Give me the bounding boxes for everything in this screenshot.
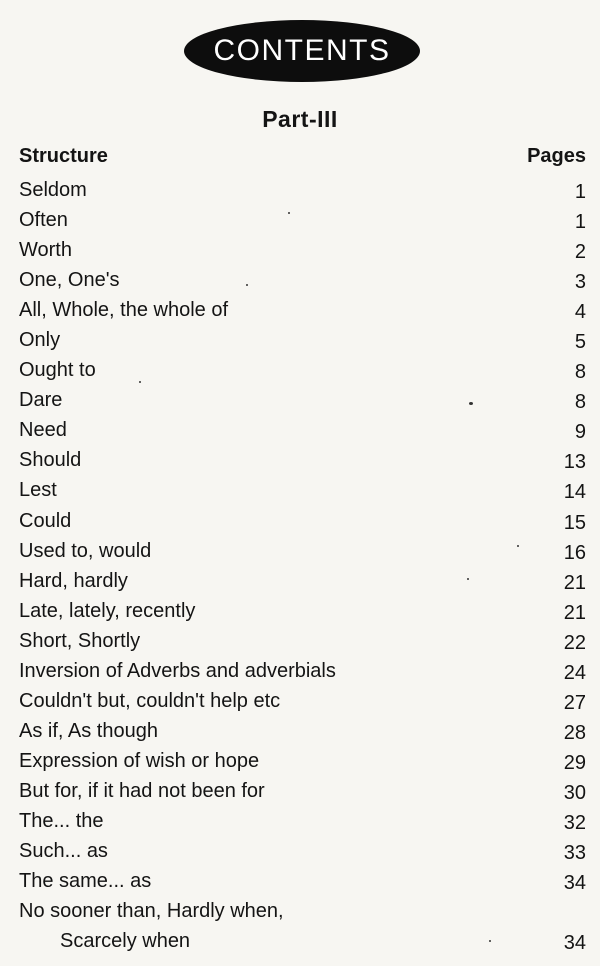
toc-entry-page: 34 [563, 932, 586, 955]
toc-entry-title: But for, if it had not been for [19, 779, 265, 802]
toc-entry-title-line2: Scarcely when [60, 930, 191, 953]
structure-column-header: Structure [19, 145, 108, 167]
toc-entry [19, 475, 586, 505]
toc-entry-page: 1 [574, 211, 586, 234]
toc-entry-page: 15 [563, 511, 586, 534]
toc-entry-title: Used to, would [19, 539, 152, 562]
toc-entry-title: One, One's [19, 269, 120, 292]
toc-entry-title: Could [19, 509, 72, 532]
toc-entry-page: 1 [574, 181, 586, 203]
print-speck [467, 578, 469, 580]
toc-entry-title: Seldom [19, 179, 87, 201]
toc-entry-page: 27 [563, 691, 586, 714]
toc-entry [19, 205, 586, 235]
toc-entry-title: Need [19, 419, 67, 442]
toc-entry-page: 22 [563, 631, 586, 654]
toc-entry [19, 415, 586, 445]
toc-entry [19, 626, 586, 656]
toc-entry-title: All, Whole, the whole of [19, 299, 228, 322]
toc-entry-page: 16 [563, 541, 586, 564]
toc-entry-page: 4 [574, 301, 586, 324]
toc-entry-title: Such... as [19, 840, 108, 863]
print-speck [139, 381, 141, 383]
toc-entry [19, 175, 586, 205]
toc-entry-page: 13 [563, 451, 586, 474]
toc-entry-title: Short, Shortly [19, 629, 141, 652]
contents-banner [184, 20, 420, 82]
toc-entry [19, 716, 586, 746]
print-speck [517, 545, 519, 547]
toc-entry-page: 29 [563, 751, 586, 774]
toc-entry-multiline [19, 896, 586, 956]
toc-entry-title: Expression of wish or hope [19, 749, 260, 772]
toc-entry-title: Dare [19, 389, 63, 412]
toc-entry [19, 866, 586, 896]
toc-entry-page: 2 [574, 241, 586, 264]
toc-entry [19, 566, 586, 596]
toc-entry-title: Worth [19, 239, 72, 262]
part-title: Part-III [262, 106, 338, 132]
toc-entry [19, 806, 586, 836]
toc-entry [19, 746, 586, 776]
toc-entry-title: As if, As though [19, 719, 158, 742]
toc-entry [19, 836, 586, 866]
toc-entry-page: 28 [563, 721, 586, 744]
toc-entry-page: 8 [574, 361, 586, 384]
toc-entry-title: Late, lately, recently [19, 599, 196, 622]
toc-entry-page: 9 [574, 421, 586, 444]
toc-entry [19, 235, 586, 265]
toc-list [19, 175, 586, 956]
toc-entry [19, 385, 586, 415]
toc-entry-page: 30 [563, 781, 586, 804]
print-speck [469, 402, 473, 405]
toc-entry [19, 506, 586, 536]
toc-entry-page: 24 [563, 661, 586, 684]
toc-entry-page: 34 [563, 872, 586, 895]
toc-entry-title: Should [19, 449, 82, 472]
toc-entry [19, 656, 586, 686]
toc-entry [19, 596, 586, 626]
toc-entry-title: Inversion of Adverbs and adverbials [19, 659, 336, 682]
toc-entry [19, 445, 586, 475]
toc-entry-title-line1: No sooner than, Hardly when, [19, 900, 284, 923]
toc-entry-title: Lest [19, 479, 57, 502]
toc-entry-title: The same... as [19, 870, 152, 893]
print-speck [246, 284, 248, 286]
toc-entry-title: Only [19, 329, 61, 352]
toc-entry-title: Hard, hardly [19, 569, 128, 592]
toc-entry [19, 295, 586, 325]
print-speck [489, 940, 491, 942]
toc-entry-title: Often [19, 209, 68, 232]
pages-column-header: Pages [527, 145, 586, 167]
print-speck [288, 212, 290, 214]
toc-entry-page: 5 [574, 331, 586, 354]
toc-entry-title: The... the [19, 809, 104, 832]
toc-entry-title: Ought to [19, 359, 96, 382]
toc-entry-page: 3 [574, 271, 586, 294]
toc-entry-title: Couldn't but, couldn't help etc [19, 689, 281, 712]
toc-entry-page: 8 [574, 391, 586, 414]
toc-entry [19, 536, 586, 566]
toc-entry-page: 14 [563, 481, 586, 504]
toc-entry [19, 686, 586, 716]
toc-entry-page: 21 [563, 601, 586, 624]
toc-entry [19, 776, 586, 806]
toc-entry [19, 355, 586, 385]
toc-entry [19, 325, 586, 355]
toc-entry-page: 21 [563, 571, 586, 594]
toc-entry-page: 33 [563, 842, 586, 865]
contents-heading: CONTENTS [213, 34, 391, 67]
toc-entry [19, 265, 586, 295]
toc-entry-page: 32 [563, 811, 586, 834]
